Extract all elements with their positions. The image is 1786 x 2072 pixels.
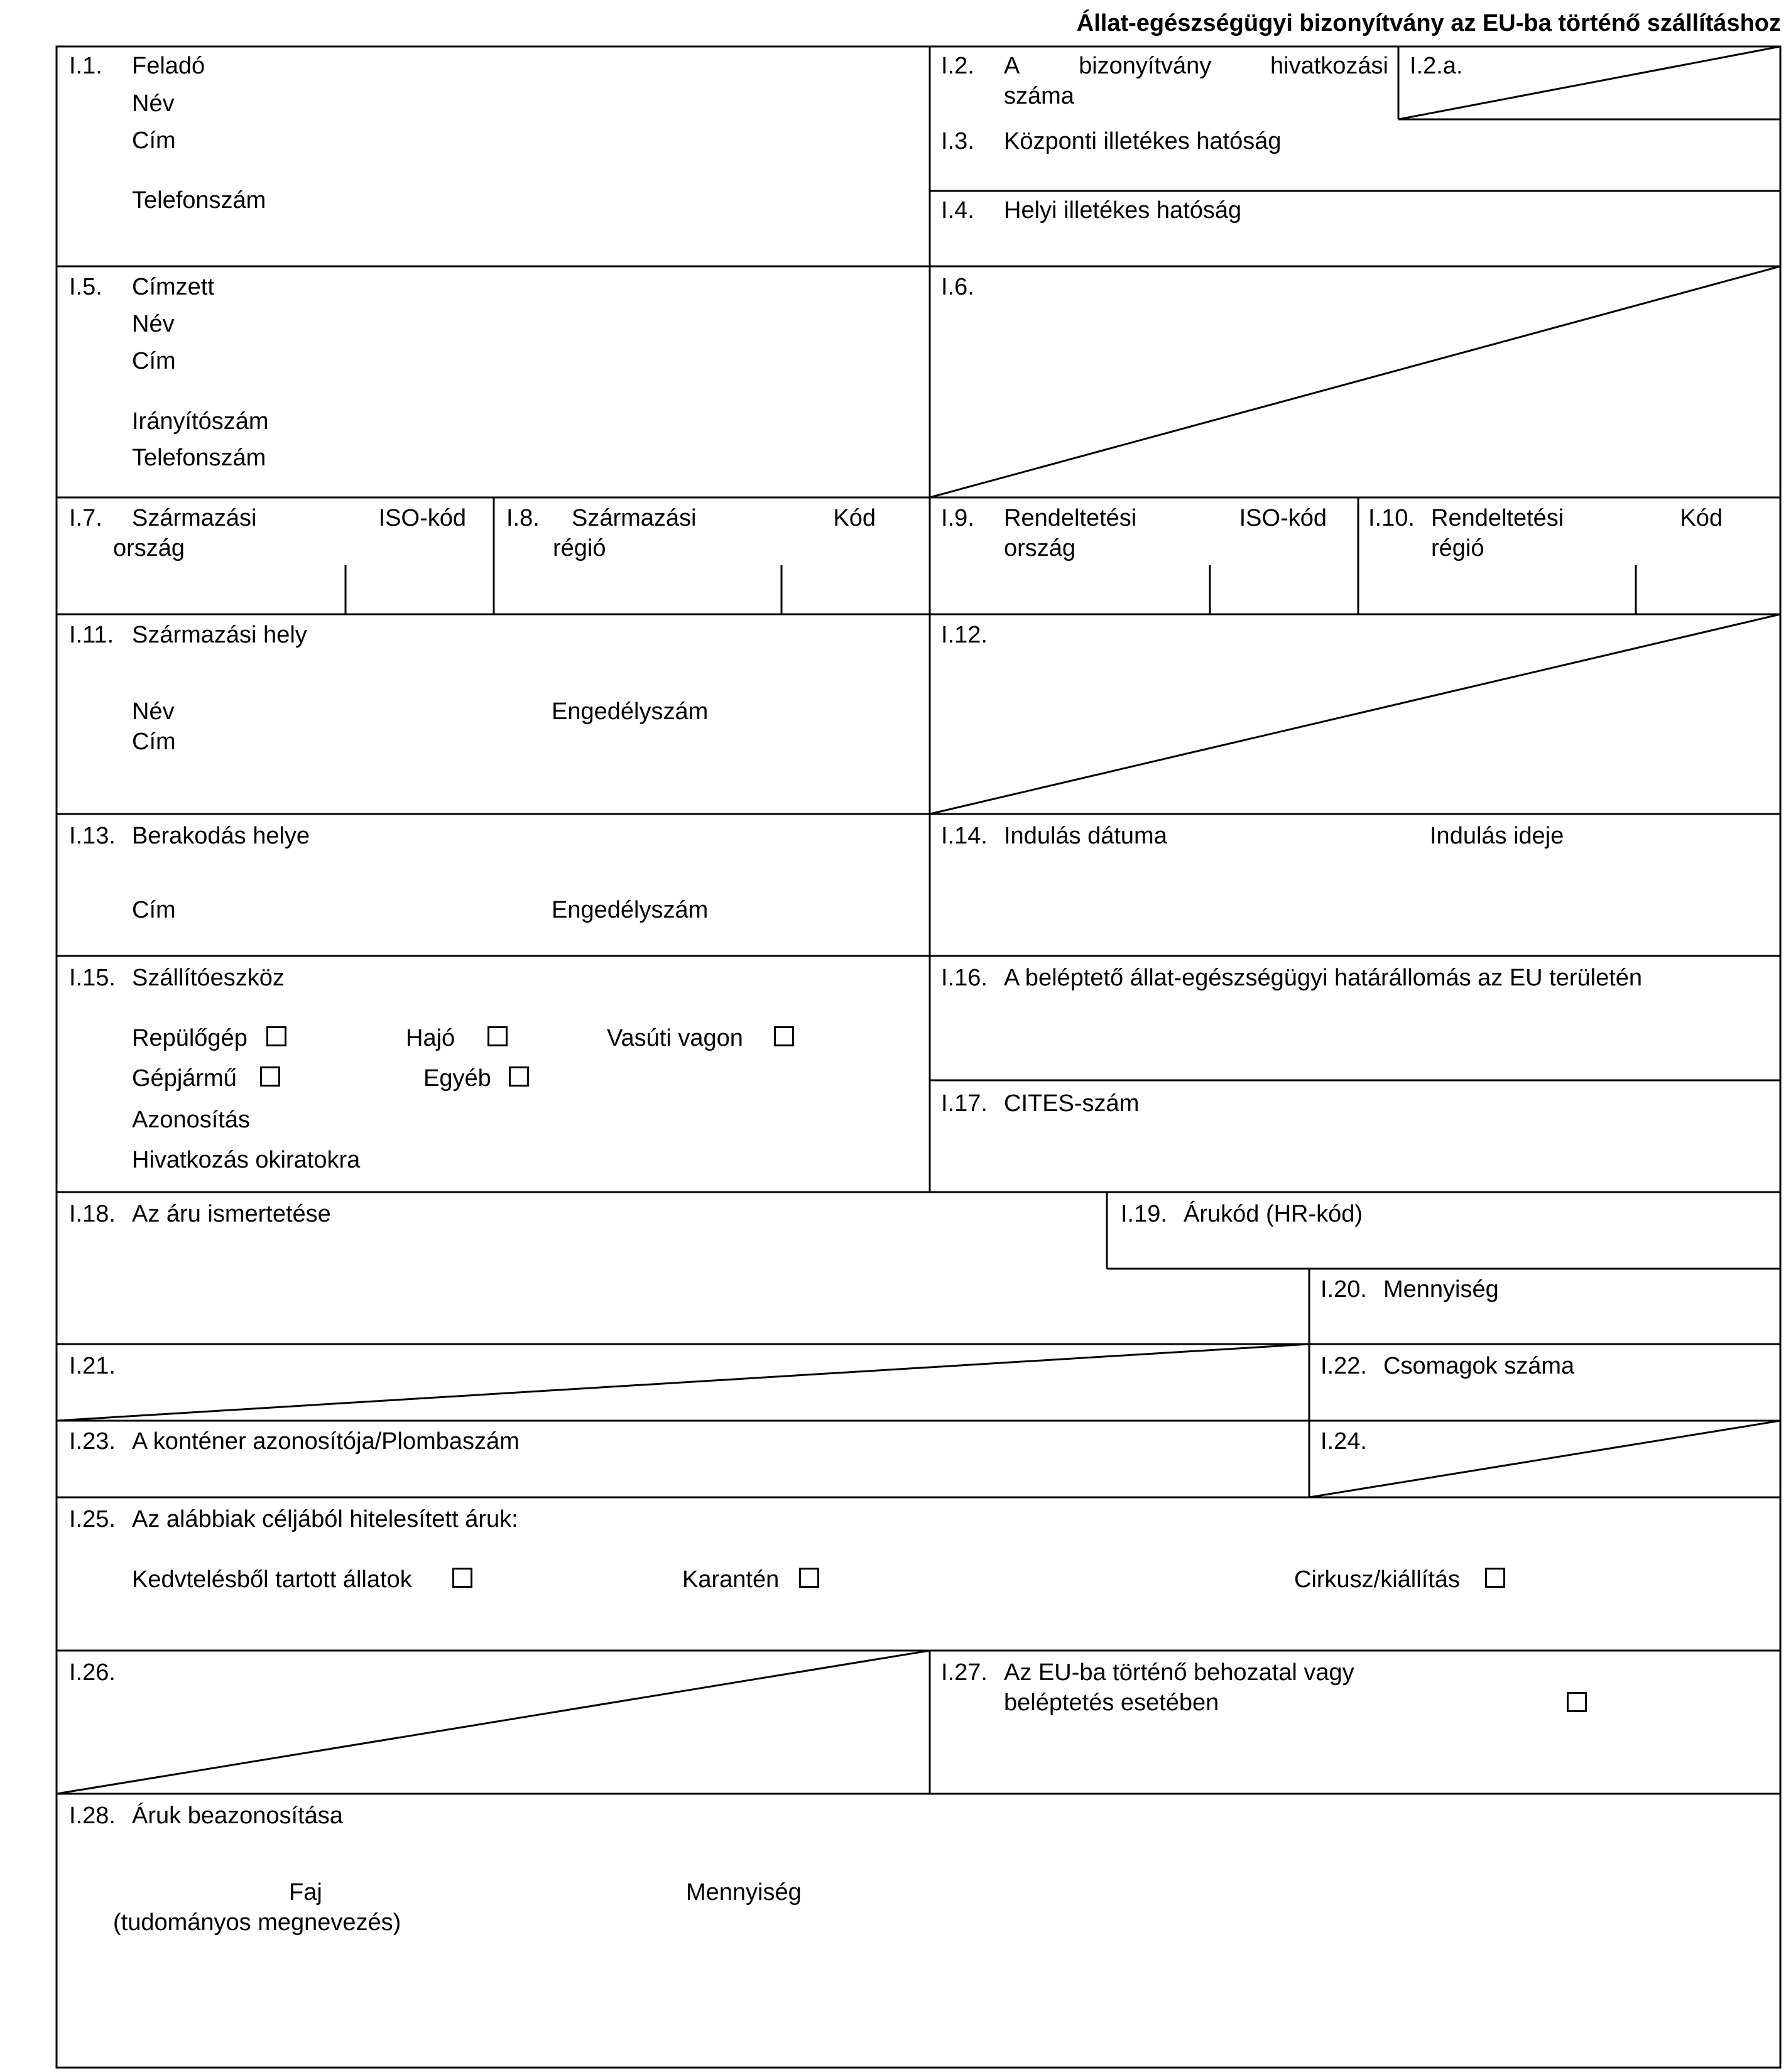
transport-identification-label: Azonosítás	[132, 1107, 250, 1133]
consignor-label: Feladó	[132, 53, 205, 79]
field-number-i7: I.7.	[69, 505, 102, 531]
quarantine-label: Karantén	[682, 1566, 780, 1593]
field-number-i14: I.14.	[941, 823, 988, 849]
transport-ship-label: Hajó	[406, 1025, 455, 1051]
destination-country-iso-code: ISO-kód	[1239, 505, 1327, 531]
field-number-i26: I.26.	[69, 1659, 116, 1686]
field-number-i15: I.15.	[69, 965, 116, 991]
certificate-reference-label	[1004, 54, 1388, 78]
field-number-i8: I.8.	[506, 505, 540, 531]
place-of-origin-address-label: Cím	[132, 729, 176, 755]
transport-ship-checkbox[interactable]	[487, 1026, 508, 1046]
transport-other-label: Egyéb	[423, 1065, 491, 1092]
origin-country-word: Származási	[132, 505, 257, 531]
departure-time-label: Indulás ideje	[1430, 823, 1564, 849]
circus-exhibition-label: Cirkusz/kiállítás	[1294, 1566, 1460, 1593]
place-of-origin-approval-label: Engedélyszám	[552, 698, 709, 725]
place-of-origin-label: Származási hely	[132, 622, 307, 648]
transport-documents-label: Hivatkozás okiratokra	[132, 1147, 361, 1173]
place-of-loading-approval-label: Engedélyszám	[552, 897, 709, 923]
origin-country-line2: ország	[113, 535, 185, 561]
field-number-i4: I.4.	[941, 197, 974, 224]
transport-other-checkbox[interactable]	[509, 1066, 529, 1087]
pets-label: Kedvtelésből tartott állatok	[132, 1566, 412, 1593]
number-of-packages-label: Csomagok száma	[1383, 1353, 1575, 1379]
field-number-i22: I.22.	[1320, 1353, 1367, 1379]
origin-region-word: Származási	[572, 505, 697, 531]
consignee-name-label: Név	[132, 311, 175, 337]
species-label: Faj	[289, 1879, 322, 1906]
consignee-phone-label: Telefonszám	[132, 445, 266, 471]
certificate-title: Állat-egészségügyi bizonyítvány az EU-ba történő szállításhoz	[1076, 10, 1781, 36]
field-number-i20: I.20.	[1320, 1276, 1367, 1303]
field-number-i12: I.12.	[941, 622, 988, 648]
commodity-code-label: Árukód (HR-kód)	[1184, 1201, 1363, 1227]
quantity-label: Mennyiség	[1383, 1276, 1499, 1303]
origin-region-code: Kód	[833, 505, 876, 531]
transport-railway-label: Vasúti vagon	[607, 1025, 743, 1051]
destination-region-line2: régió	[1431, 535, 1484, 561]
quarantine-checkbox[interactable]	[799, 1568, 819, 1588]
commodity-description-label: Az áru ismertetése	[132, 1201, 331, 1227]
field-number-i25: I.25.	[69, 1506, 116, 1532]
field-number-i6: I.6.	[941, 274, 974, 300]
place-of-loading-address-label: Cím	[132, 897, 176, 923]
field-number-i11: I.11.	[69, 622, 114, 648]
field-number-i13: I.13.	[69, 823, 116, 849]
origin-region-label	[572, 506, 876, 530]
field-number-i18: I.18.	[69, 1201, 116, 1227]
import-entry-checkbox[interactable]	[1567, 1692, 1587, 1712]
place-of-origin-name-label: Név	[132, 698, 175, 725]
word-certificate: bizonyítvány	[1079, 53, 1212, 79]
departure-date-label: Indulás dátuma	[1004, 823, 1167, 849]
border-inspection-post-label: A beléptető állat-egészségügyi határállomás az EU területén	[1004, 965, 1643, 991]
consignee-label: Címzett	[132, 274, 214, 300]
field-number-i17: I.17.	[941, 1090, 988, 1117]
word-a: A	[1004, 53, 1020, 79]
certified-for-label: Az alábbiak céljából hitelesített áruk:	[132, 1506, 518, 1532]
field-number-i23: I.23.	[69, 1428, 116, 1455]
field-number-i9: I.9.	[941, 505, 974, 531]
field-number-i2a: I.2.a.	[1410, 53, 1463, 79]
place-of-loading-label: Berakodás helye	[132, 823, 310, 849]
origin-country-label	[132, 506, 466, 530]
means-of-transport-label: Szállítóeszköz	[132, 965, 285, 991]
cites-number-label: CITES-szám	[1004, 1090, 1140, 1117]
import-entry-label-line2: beléptetés esetében	[1004, 1690, 1219, 1716]
consignee-address-label: Cím	[132, 348, 176, 374]
certificate-reference-line2: száma	[1004, 83, 1074, 109]
import-entry-label: Az EU-ba történő behozatal vagy	[1004, 1659, 1354, 1686]
field-number-i10: I.10.	[1368, 505, 1415, 531]
origin-region-line2: régió	[553, 535, 606, 561]
field-number-i1: I.1.	[69, 53, 102, 79]
field-number-i24: I.24.	[1320, 1428, 1367, 1455]
consignor-name-label: Név	[132, 90, 175, 117]
field-number-i27: I.27.	[941, 1659, 988, 1686]
consignor-phone-label: Telefonszám	[132, 187, 266, 214]
field-number-i21: I.21.	[69, 1353, 116, 1379]
destination-country-label	[1004, 506, 1327, 530]
transport-road-label: Gépjármű	[132, 1065, 237, 1092]
field-number-i16: I.16.	[941, 965, 988, 991]
pets-checkbox[interactable]	[452, 1568, 472, 1588]
central-authority-label: Központi illetékes hatóság	[1004, 128, 1282, 155]
field-number-i19: I.19.	[1121, 1201, 1167, 1227]
word-reference: hivatkozási	[1270, 53, 1388, 79]
transport-aeroplane-checkbox[interactable]	[266, 1026, 286, 1046]
container-seal-number-label: A konténer azonosítója/Plombaszám	[132, 1428, 520, 1455]
field-number-i28: I.28.	[69, 1803, 116, 1829]
field-number-i3: I.3.	[941, 128, 974, 155]
destination-region-code: Kód	[1680, 505, 1723, 531]
transport-railway-checkbox[interactable]	[774, 1026, 794, 1046]
consignee-postcode-label: Irányítószám	[132, 408, 269, 435]
destination-region-word: Rendeltetési	[1431, 505, 1564, 531]
field-number-i2: I.2.	[941, 53, 974, 79]
destination-country-word: Rendeltetési	[1004, 505, 1137, 531]
circus-exhibition-checkbox[interactable]	[1485, 1568, 1505, 1588]
destination-region-label	[1431, 506, 1723, 530]
transport-road-checkbox[interactable]	[260, 1066, 280, 1087]
local-authority-label: Helyi illetékes hatóság	[1004, 197, 1242, 224]
species-scientific-name-label: (tudományos megnevezés)	[113, 1909, 401, 1936]
field-number-i5: I.5.	[69, 274, 102, 300]
commodity-identification-label: Áruk beazonosítása	[132, 1803, 343, 1829]
consignor-address-label: Cím	[132, 127, 176, 154]
destination-country-line2: ország	[1004, 535, 1076, 561]
origin-country-iso-code: ISO-kód	[378, 505, 466, 531]
transport-aeroplane-label: Repülőgép	[132, 1025, 248, 1051]
identification-quantity-label: Mennyiség	[686, 1879, 802, 1906]
